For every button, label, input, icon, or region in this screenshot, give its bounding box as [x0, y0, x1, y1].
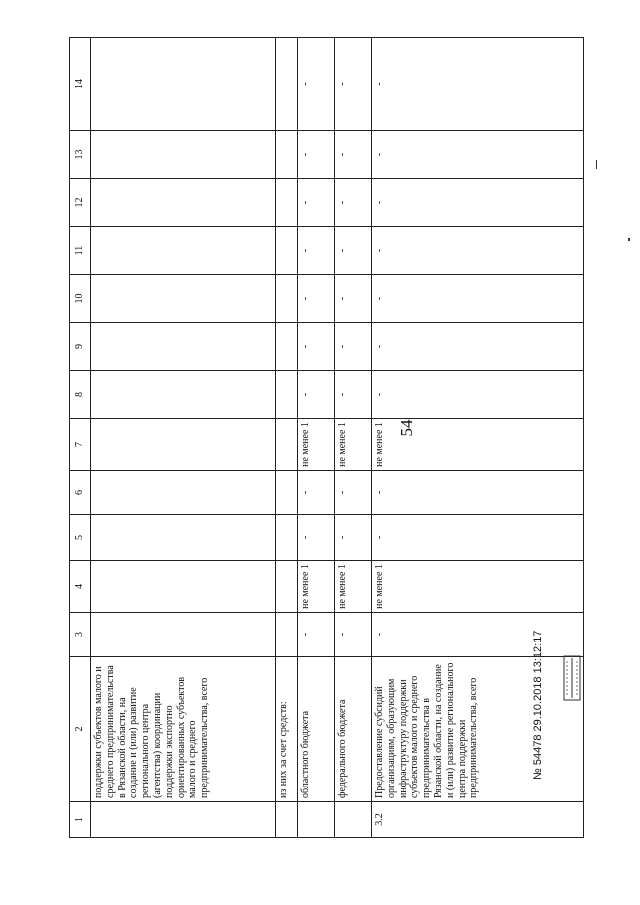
column-header: 6 [70, 471, 91, 515]
table-row [91, 38, 276, 838]
column-header: 5 [70, 515, 91, 561]
data-table [69, 37, 584, 838]
table-cell: - [372, 179, 584, 227]
table-cell: - [335, 323, 372, 371]
table-cell [276, 471, 298, 515]
column-header: 13 [70, 131, 91, 179]
registry-stamp-icon [563, 655, 581, 701]
table-cell: - [298, 371, 335, 419]
row-number: 3.2 [372, 802, 584, 838]
header-row [70, 38, 91, 838]
table-cell [91, 613, 276, 657]
table-cell [276, 227, 298, 275]
table-cell: - [372, 131, 584, 179]
column-header: 7 [70, 419, 91, 471]
table-cell: не менее 1 [372, 419, 584, 471]
row-label: федерального бюджета [335, 657, 372, 802]
table-cell: - [335, 227, 372, 275]
scan-mark [628, 238, 630, 241]
table-cell [335, 802, 372, 838]
document-table-rotated [69, 38, 584, 838]
table-cell [276, 323, 298, 371]
table-cell: - [372, 613, 584, 657]
table-cell: не менее 1 [335, 419, 372, 471]
table-cell: - [298, 131, 335, 179]
table-cell: - [298, 613, 335, 657]
table-row [335, 38, 372, 838]
table-cell [91, 471, 276, 515]
table-cell: - [372, 371, 584, 419]
table-cell: - [372, 275, 584, 323]
table-cell [298, 802, 335, 838]
column-header: 1 [70, 802, 91, 838]
column-header: 10 [70, 275, 91, 323]
table-cell: - [335, 613, 372, 657]
table-cell: - [335, 179, 372, 227]
table-cell: - [335, 131, 372, 179]
column-header: 12 [70, 179, 91, 227]
table-cell [276, 131, 298, 179]
table-cell: - [335, 275, 372, 323]
table-cell [276, 38, 298, 131]
table-cell: - [335, 38, 372, 131]
table-cell: - [298, 227, 335, 275]
row-label: поддержки субъектов малого и среднего предпринимательства в Рязанской области, на создание и (или) развитие регионального центра (агентства) координации поддержки экспортно ориентированных субъектов малого и среднего предпринимательства, всего [91, 657, 276, 802]
table-cell: - [298, 471, 335, 515]
table-cell [91, 802, 276, 838]
column-header: 4 [70, 561, 91, 613]
table-cell [91, 371, 276, 419]
table-cell: - [335, 515, 372, 561]
table-cell [276, 371, 298, 419]
table-cell [91, 179, 276, 227]
document-registration-number: № 54478 29.10.2018 13:12:17 [532, 630, 544, 780]
table-cell: - [372, 227, 584, 275]
table-row [298, 38, 335, 838]
table-cell: - [372, 515, 584, 561]
table-cell: - [298, 515, 335, 561]
table-cell: - [335, 371, 372, 419]
table-cell: не менее 1 [298, 419, 335, 471]
table-cell [276, 275, 298, 323]
table-cell [276, 561, 298, 613]
row-label: Предоставление субсидий организациям, образующим инфраструктуру поддержки субъектов малого и среднего предпринимательства в Рязанской области, на создание и (или) развитие регионального центра поддержки предпринимательства, всего [372, 657, 584, 802]
table-cell [276, 419, 298, 471]
scan-mark [596, 160, 597, 169]
column-header: 8 [70, 371, 91, 419]
table-cell: - [298, 323, 335, 371]
row-label: областного бюджета [298, 657, 335, 802]
page-number: 54 [397, 419, 416, 437]
table-cell [91, 275, 276, 323]
table-cell [276, 613, 298, 657]
column-header: 3 [70, 613, 91, 657]
table-cell: не менее 1 [372, 561, 584, 613]
table-cell [91, 38, 276, 131]
table-cell [276, 515, 298, 561]
table-cell [91, 561, 276, 613]
table-cell: - [372, 38, 584, 131]
column-header: 2 [70, 657, 91, 802]
table-cell [91, 419, 276, 471]
table-row [372, 38, 584, 838]
table-cell: - [372, 471, 584, 515]
table-cell [91, 515, 276, 561]
column-header: 9 [70, 323, 91, 371]
table-cell [91, 227, 276, 275]
table-cell [276, 179, 298, 227]
table-cell [276, 802, 298, 838]
table-cell: - [298, 179, 335, 227]
table-cell: не менее 1 [335, 561, 372, 613]
column-header: 14 [70, 38, 91, 131]
table-cell: - [298, 38, 335, 131]
table-row [276, 38, 298, 838]
table-cell [91, 323, 276, 371]
table-cell: - [335, 471, 372, 515]
table-cell: - [298, 275, 335, 323]
column-header: 11 [70, 227, 91, 275]
row-label: из них за счет средств: [276, 657, 298, 802]
table-cell: не менее 1 [298, 561, 335, 613]
table-cell: - [372, 323, 584, 371]
table-cell [91, 131, 276, 179]
